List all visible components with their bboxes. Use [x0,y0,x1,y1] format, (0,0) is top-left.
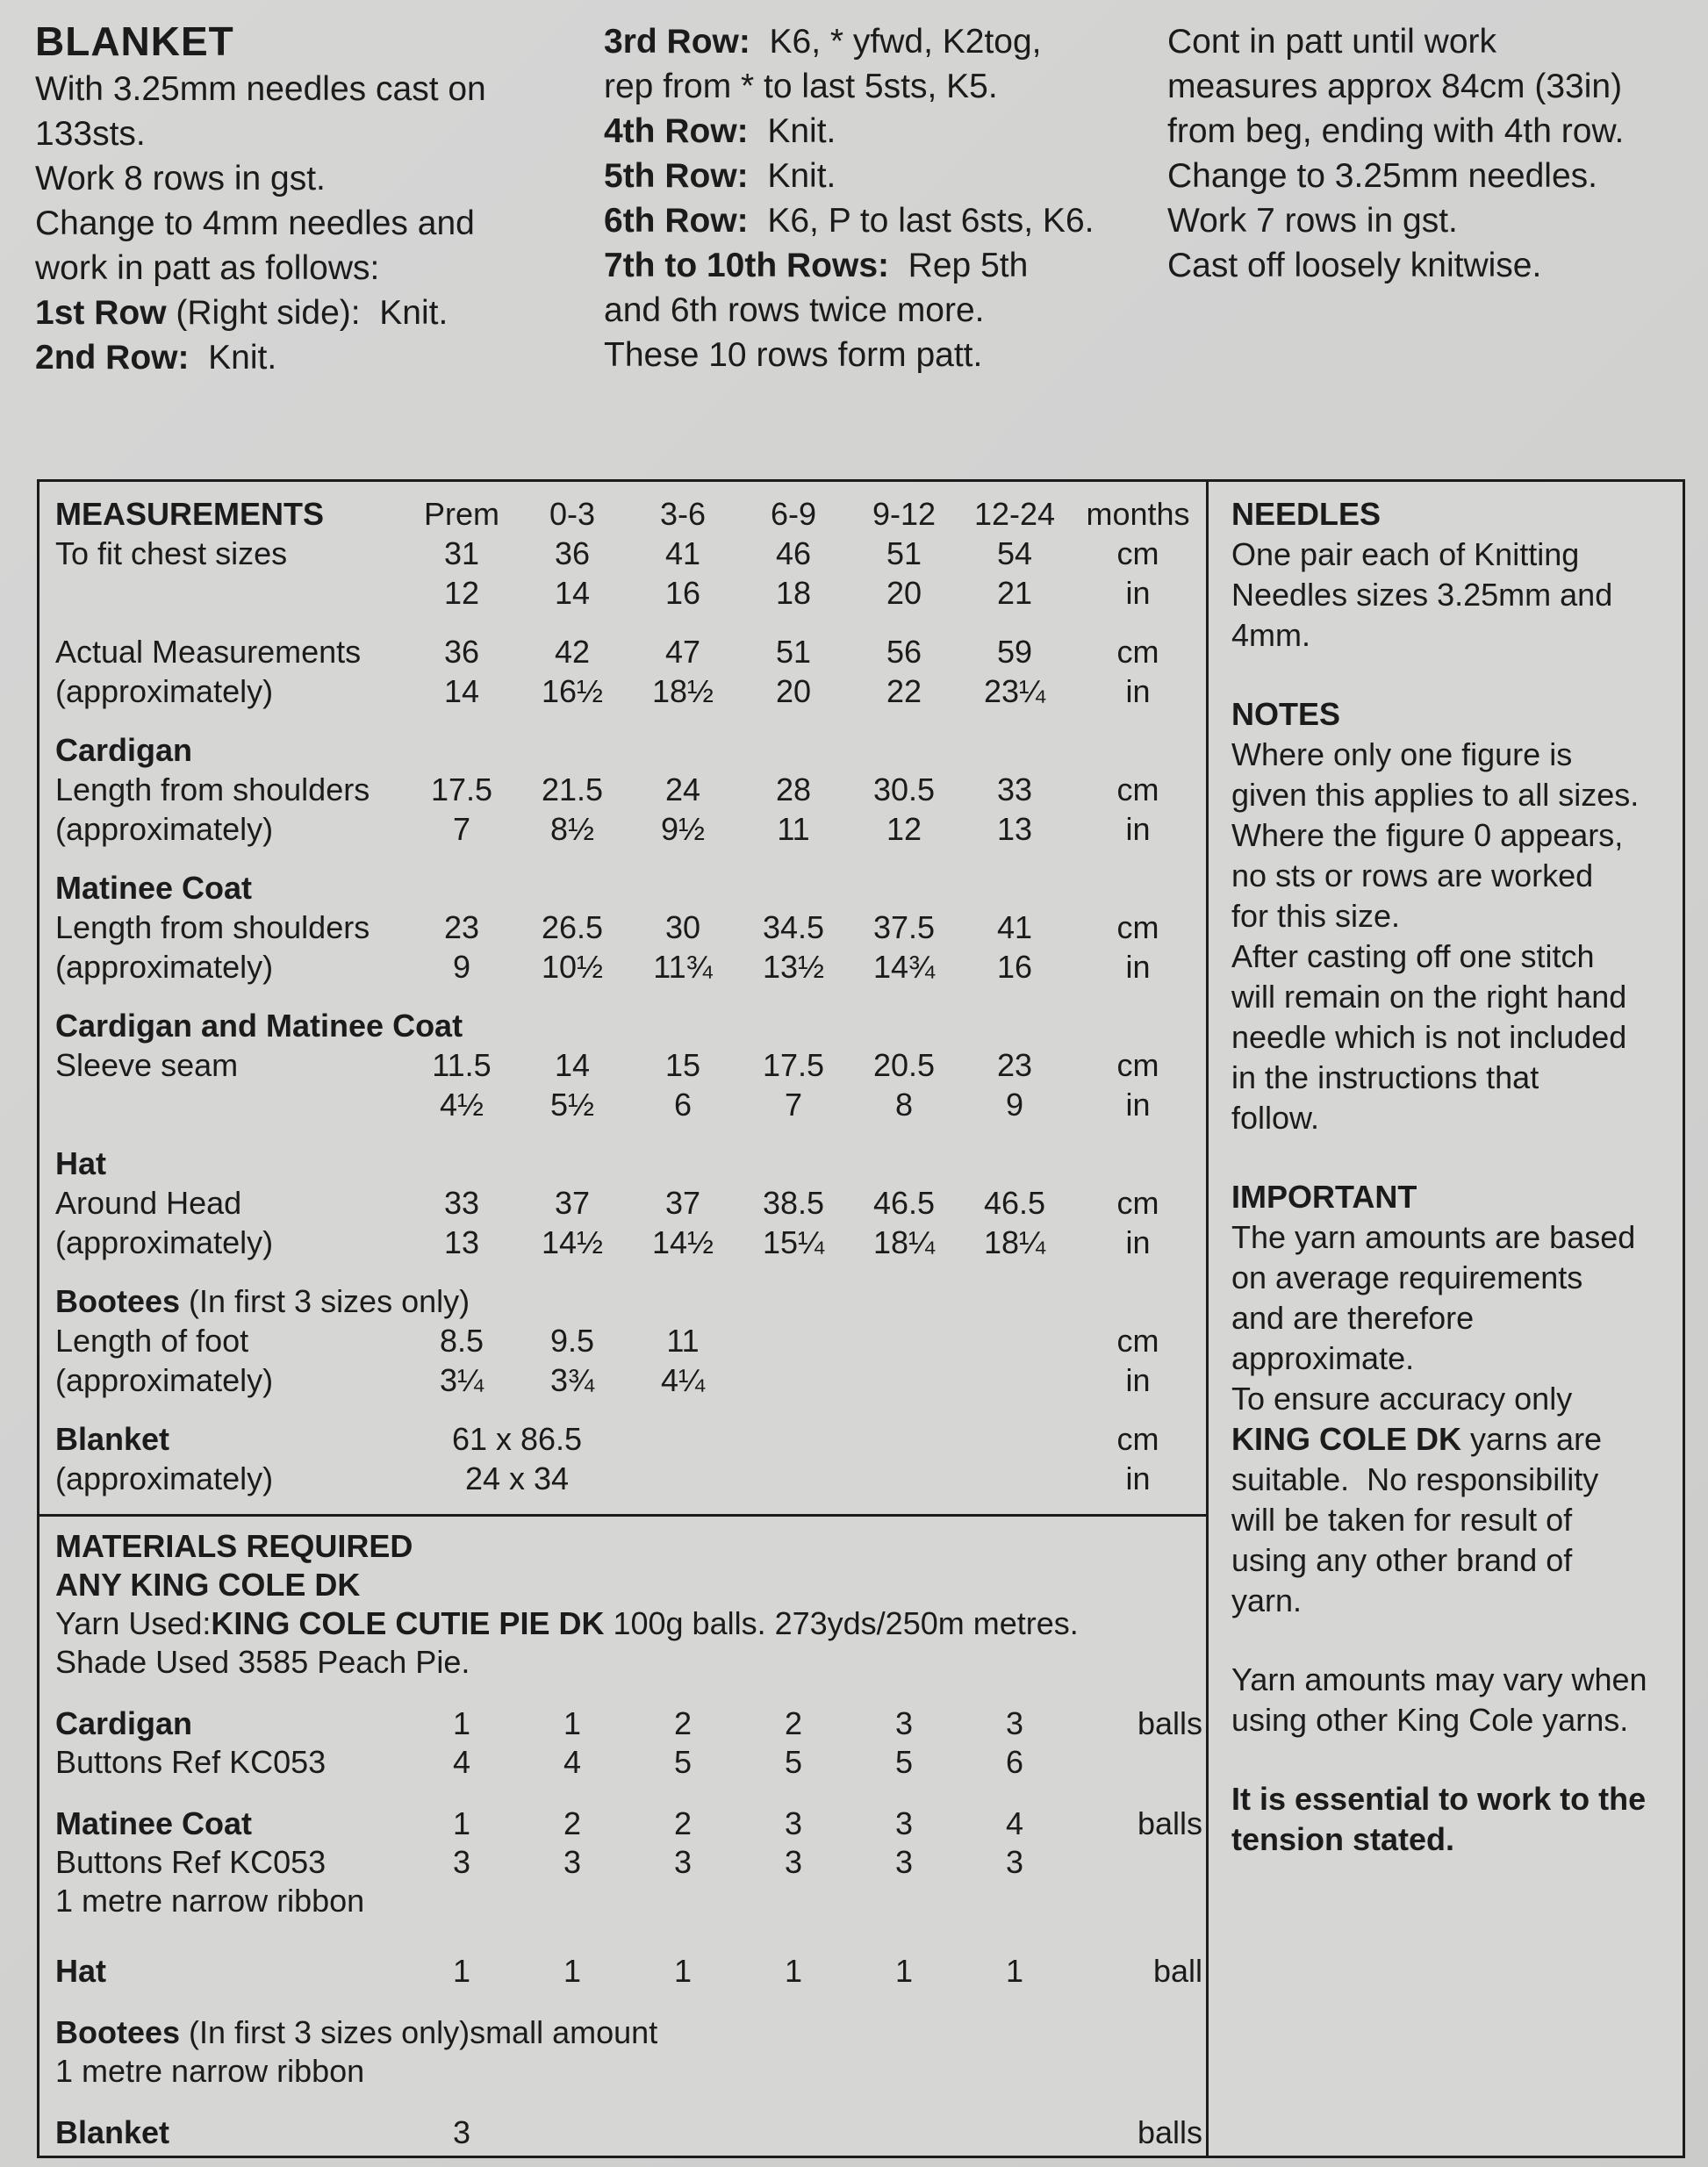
size-value: 4 [563,1744,582,1780]
size-value: 11 [666,1323,700,1359]
size-value: 4 [1005,1805,1024,1841]
size-value: 22 [886,673,922,709]
size-value: 13½ [762,949,825,985]
materials-rows [55,1704,1206,2152]
instruction-line: 133sts. [35,115,146,153]
size-value: 3 [784,1844,803,1880]
size-value: 1 [452,1705,471,1741]
size-value: 41 [996,909,1033,945]
size-value: 18¼ [983,1224,1046,1260]
size-value: 51 [775,634,812,670]
section-title: Matinee Coat [55,870,253,906]
row-label: Sleeve seam [55,1047,239,1083]
table-row [55,1843,1206,1882]
size-value: 20 [775,673,812,709]
shade-used-line: Shade Used 3585 Peach Pie. [55,1644,470,1680]
table-row [55,1085,1206,1124]
size-value [738,2113,849,2152]
table-row [55,2113,1206,2152]
table-row [55,1183,1206,1223]
size-value: 11.5 [432,1047,492,1083]
side-paragraph [1231,1379,1688,1621]
size-value: 1 [563,1705,582,1741]
size-value: 6 [1005,1744,1024,1780]
measurements-title: MEASUREMENTS [55,496,325,532]
size-value: 16 [996,949,1033,985]
unit-label: balls [1137,1705,1202,1741]
row-label: (approximately) [55,811,274,847]
size-value: 56 [886,634,922,670]
side-text-line: will be taken for result of [1231,1502,1573,1538]
size-value [849,1321,959,1360]
table-row [55,2013,1206,2052]
row-label: Blanket [55,2114,170,2150]
measurement-section [55,534,1206,613]
size-value: 13 [443,1224,480,1260]
measurement-section [55,1144,1206,1262]
side-text-line: on average requirements [1231,1259,1583,1295]
size-value: 12 [443,575,480,611]
size-value: 17.5 [430,771,493,807]
size-value [738,1360,849,1400]
section-title: Cardigan [55,732,193,768]
table-row [55,1952,1206,1991]
size-value [959,2113,1070,2152]
row-label: Hat [55,1953,107,1989]
measurement-section [55,868,1206,987]
side-text-line: The yarn amounts are based [1231,1219,1636,1255]
instructions-column-blanket [35,19,579,380]
unit-label: balls [1137,2114,1202,2150]
side-text-line: Where the figure 0 appears, [1231,817,1624,853]
side-section-title: NOTES [1231,696,1341,732]
instruction-line: from beg, ending with 4th row. [1167,112,1625,150]
size-value: 21.5 [541,771,604,807]
size-value: 15¼ [762,1224,825,1260]
table-row [55,1704,1206,1743]
size-value: 34.5 [762,909,825,945]
size-value: 3 [452,1844,471,1880]
side-section [1231,694,1688,1138]
size-value: 38.5 [762,1185,825,1221]
side-paragraph [1231,1779,1688,1860]
row-label: 1 metre narrow ribbon [55,1883,365,1919]
side-text-line: Where only one figure is [1231,736,1573,772]
instruction-line: 2nd Row: Knit. [35,339,277,377]
side-section-title: NEEDLES [1231,496,1381,532]
table-row [55,947,1206,987]
side-text-line: needle which is not included [1231,1019,1627,1055]
side-text-line: in the instructions that [1231,1059,1539,1095]
size-value: 5 [673,1744,693,1780]
row-label: Length from shoulders [55,909,370,945]
size-value: 54 [996,535,1033,571]
size-value: 21 [996,575,1033,611]
size-value: 7 [452,811,471,847]
unit-label: in [1125,575,1151,611]
size-value [738,1321,849,1360]
side-text-line: will remain on the right hand [1231,979,1627,1015]
unit-label: cm [1116,1047,1159,1083]
side-text-line: One pair each of Knitting [1231,536,1580,572]
size-value: 2 [673,1705,693,1741]
size-value: 17.5 [762,1047,825,1083]
unit-label: in [1125,811,1151,847]
measurements-header [55,494,1206,534]
size-value: 16½ [541,673,604,709]
size-value: 9 [452,949,471,985]
unit-label: cm [1116,1185,1159,1221]
size-value [517,2113,628,2152]
size-value: 14 [443,673,480,709]
size-value: 37 [554,1185,591,1221]
size-value: 18½ [651,673,714,709]
size-value: 30 [664,909,701,945]
size-value: 8½ [549,811,595,847]
size-value: 11¾ [653,949,713,985]
row-label: Length from shoulders [55,771,370,807]
side-text-line: tension stated. [1231,1821,1455,1857]
size-value: 10½ [541,949,604,985]
instruction-line: measures approx 84cm (33in) [1167,68,1623,105]
row-label: Buttons Ref KC053 [55,1844,327,1880]
size-value: 36 [554,535,591,571]
side-text-line: KING COLE DK yarns are [1231,1421,1603,1457]
size-value: 1 [452,1805,471,1841]
size-value: 23 [996,1047,1033,1083]
side-text-line: follow. [1231,1100,1320,1136]
size-value: 5 [894,1744,914,1780]
size-value: 14 [554,1047,591,1083]
side-section [1231,1779,1688,1860]
row-label: Matinee Coat [55,1805,253,1841]
side-text-line: After casting off one stitch [1231,938,1595,974]
table-row [55,770,1206,809]
size-value: 41 [664,535,701,571]
size-value: 3¼ [439,1362,484,1398]
size-value: 31 [443,535,480,571]
table-row [55,908,1206,947]
size-value: 14½ [651,1224,714,1260]
size-value: 9 [1005,1087,1024,1123]
table-row [55,1882,1206,1920]
side-text-line: no sts or rows are worked [1231,857,1594,893]
size-header: 0-3 [549,496,596,532]
unit-label: in [1125,1460,1151,1496]
size-value: 1 [1005,1953,1024,1989]
unit-label: cm [1116,535,1159,571]
instruction-line: 1st Row (Right side): Knit. [35,294,449,332]
side-text-line: and are therefore [1231,1300,1475,1336]
table-row [55,809,1206,849]
side-paragraph [1231,735,1688,936]
row-label: Actual Measurements [55,634,362,670]
size-value: 1 [673,1953,693,1989]
row-value-wide: 24 x 34 [464,1460,570,1496]
size-value: 18 [775,575,812,611]
side-text-line: suitable. No responsibility [1231,1461,1599,1497]
measurement-section [55,1419,1206,1498]
unit-label: cm [1116,634,1159,670]
size-value: 3 [452,2114,471,2150]
size-value: 24 [664,771,701,807]
section-title: Hat [55,1145,107,1181]
size-value: 3 [894,1705,914,1741]
row-label: (approximately) [55,673,274,709]
table-row [55,671,1206,711]
size-value [849,2113,959,2152]
unit-label: cm [1116,1421,1159,1457]
unit-label: cm [1116,1323,1159,1359]
size-value: 33 [443,1185,480,1221]
size-value: 51 [886,535,922,571]
size-value: 23 [443,909,480,945]
size-value: 23¼ [983,673,1046,709]
row-label: (approximately) [55,949,274,985]
side-text-line: 4mm. [1231,617,1310,653]
size-value: 16 [664,575,701,611]
size-header: Prem [423,496,499,532]
size-value: 14 [554,575,591,611]
size-value: 1 [452,1953,471,1989]
table-row [55,1321,1206,1360]
size-value: 3 [1005,1844,1024,1880]
size-value: 7 [784,1087,803,1123]
unit-label: in [1125,1362,1151,1398]
side-text-line: approximate. [1231,1340,1415,1376]
section-title: Cardigan and Matinee Coat [55,1008,463,1044]
side-section-title: IMPORTANT [1231,1179,1417,1215]
size-value: 30.5 [872,771,936,807]
instruction-line: Cast off loosely knitwise. [1167,247,1542,284]
instruction-line: Change to 3.25mm needles. [1167,157,1597,195]
measurement-sections [55,534,1206,1498]
size-value: 3 [784,1805,803,1841]
table-row [55,632,1206,671]
row-label: Bootees (In first 3 sizes only)small amount [55,2014,658,2050]
size-value [628,2113,738,2152]
size-header: 9-12 [872,496,937,532]
size-header: 3-6 [659,496,707,532]
size-value: 5 [784,1744,803,1780]
size-value: 47 [664,634,701,670]
section-title: Bootees (In first 3 sizes only) [55,1283,470,1319]
size-value: 20.5 [872,1047,936,1083]
instruction-line: BLANKET [35,18,234,64]
table-row [55,1419,1206,1459]
instruction-line: 3rd Row: K6, * yfwd, K2tog, [604,23,1042,61]
unit-label: balls [1137,1805,1202,1841]
size-value: 1 [894,1953,914,1989]
size-value: 33 [996,771,1033,807]
row-label: Length of foot [55,1323,249,1359]
measurements-table [39,482,1206,1514]
instruction-line: 6th Row: K6, P to last 6sts, K6. [604,202,1094,240]
table-row [55,534,1206,573]
table-row [55,1805,1206,1843]
materials-subheading: ANY KING COLE DK [55,1567,361,1603]
size-value: 9½ [660,811,706,847]
instruction-line: rep from * to last 5sts, K5. [604,68,998,105]
size-value: 15 [664,1047,701,1083]
unit-label: cm [1116,909,1159,945]
side-text-line: Needles sizes 3.25mm and [1231,577,1613,613]
size-value: 8 [894,1087,914,1123]
unit-label: in [1125,949,1151,985]
yarn-used-line: Yarn Used:KING COLE CUTIE PIE DK 100g balls. 273yds/250m metres. [55,1605,1079,1641]
side-text-line: Yarn amounts may vary when [1231,1661,1647,1697]
side-text-line: using any other brand of [1231,1542,1573,1578]
table-row [55,1360,1206,1400]
instruction-line: 7th to 10th Rows: Rep 5th [604,247,1029,284]
table-row [55,2052,1206,2091]
size-value: 6 [673,1087,693,1123]
instruction-line: and 6th rows twice more. [604,291,985,329]
table-row [55,1223,1206,1262]
size-value: 36 [443,634,480,670]
side-paragraph [1231,535,1688,656]
size-value: 46 [775,535,812,571]
size-value: 9.5 [549,1323,595,1359]
row-label: (approximately) [55,1362,274,1398]
side-text-line: It is essential to work to the [1231,1781,1647,1817]
size-value [959,1360,1070,1400]
instruction-line: 5th Row: Knit. [604,157,836,195]
instruction-line: With 3.25mm needles cast on [35,70,486,108]
side-paragraph [1231,1217,1688,1379]
size-header: 6-9 [770,496,817,532]
size-value: 2 [563,1805,582,1841]
side-text-line: To ensure accuracy only [1231,1381,1573,1417]
row-label: Cardigan [55,1705,193,1741]
table-row [55,1743,1206,1782]
size-value: 2 [784,1705,803,1741]
size-value: 5½ [549,1087,595,1123]
row-label [55,573,406,613]
side-paragraph [1231,1660,1688,1740]
size-value: 46.5 [983,1185,1046,1221]
side-text-line: for this size. [1231,898,1401,934]
size-value: 3 [673,1844,693,1880]
size-value: 3 [894,1805,914,1841]
size-value: 8.5 [439,1323,484,1359]
instruction-line: work in patt as follows: [35,249,380,287]
instruction-line: Work 7 rows in gst. [1167,202,1458,240]
size-value: 20 [886,575,922,611]
size-value: 37 [664,1185,701,1221]
side-text-line: yarn. [1231,1582,1303,1618]
size-value: 4¼ [660,1362,706,1398]
side-section [1231,1177,1688,1621]
size-value: 13 [996,811,1033,847]
size-value: 14½ [541,1224,604,1260]
size-value: 46.5 [872,1185,936,1221]
instructions-column-finish [1167,19,1704,288]
side-text-line: given this applies to all sizes. [1231,777,1640,813]
side-text-line: using other King Cole yarns. [1231,1702,1629,1738]
unit-label: ball [1152,1953,1202,1989]
row-label: (approximately) [55,1224,274,1260]
instruction-line: Cont in patt until work [1167,23,1497,61]
unit-label: in [1125,1087,1151,1123]
instruction-line: 4th Row: Knit. [604,112,836,150]
side-paragraph [1231,936,1688,1138]
row-label: 1 metre narrow ribbon [55,2053,365,2089]
size-value: 4 [452,1744,471,1780]
size-value: 3 [1005,1705,1024,1741]
size-value: 1 [784,1953,803,1989]
size-value: 18¼ [872,1224,936,1260]
size-value: 37.5 [872,909,936,945]
size-header: 12-24 [973,496,1056,532]
row-label: (approximately) [55,1460,274,1496]
size-value: 3¾ [549,1362,595,1398]
size-value [959,1321,1070,1360]
row-label: Buttons Ref KC053 [55,1744,327,1780]
instruction-line: These 10 rows form patt. [604,336,983,374]
size-value: 11 [777,811,810,847]
row-label [55,1085,406,1124]
unit-header: months [1086,496,1190,532]
table-row [55,1045,1206,1085]
measurement-section [55,1281,1206,1400]
size-value: 3 [563,1844,582,1880]
instructions-column-rows [604,19,1157,377]
table-row [55,1459,1206,1498]
size-value: 2 [673,1805,693,1841]
unit-label: in [1125,673,1151,709]
size-value: 4½ [439,1087,484,1123]
side-section [1231,494,1688,656]
size-value: 26.5 [541,909,604,945]
measurement-section [55,730,1206,849]
side-section [1231,1660,1688,1740]
size-value [849,1360,959,1400]
materials-heading: MATERIALS REQUIRED [55,1528,413,1564]
instruction-line: Work 8 rows in gst. [35,160,326,197]
instruction-line: Change to 4mm needles and [35,205,475,242]
measurements-and-materials [39,482,1206,2152]
size-value: 12 [886,811,922,847]
row-label: Around Head [55,1185,242,1221]
unit-label: in [1125,1224,1151,1260]
measurement-section [55,632,1206,711]
size-value: 1 [563,1953,582,1989]
row-label: To fit chest sizes [55,535,288,571]
size-value: 59 [996,634,1033,670]
size-value: 3 [894,1844,914,1880]
measurement-section [55,1006,1206,1124]
size-value: 14¾ [872,949,936,985]
size-value: 28 [775,771,812,807]
table-row [55,573,1206,613]
row-value-wide: 61 x 86.5 [451,1421,583,1457]
needles-notes-column [1209,482,1688,1860]
materials-required-section [39,1514,1206,2152]
unit-label: cm [1116,771,1159,807]
size-value: 42 [554,634,591,670]
pattern-info-box [37,479,1685,2158]
row-label: Blanket [55,1421,170,1457]
